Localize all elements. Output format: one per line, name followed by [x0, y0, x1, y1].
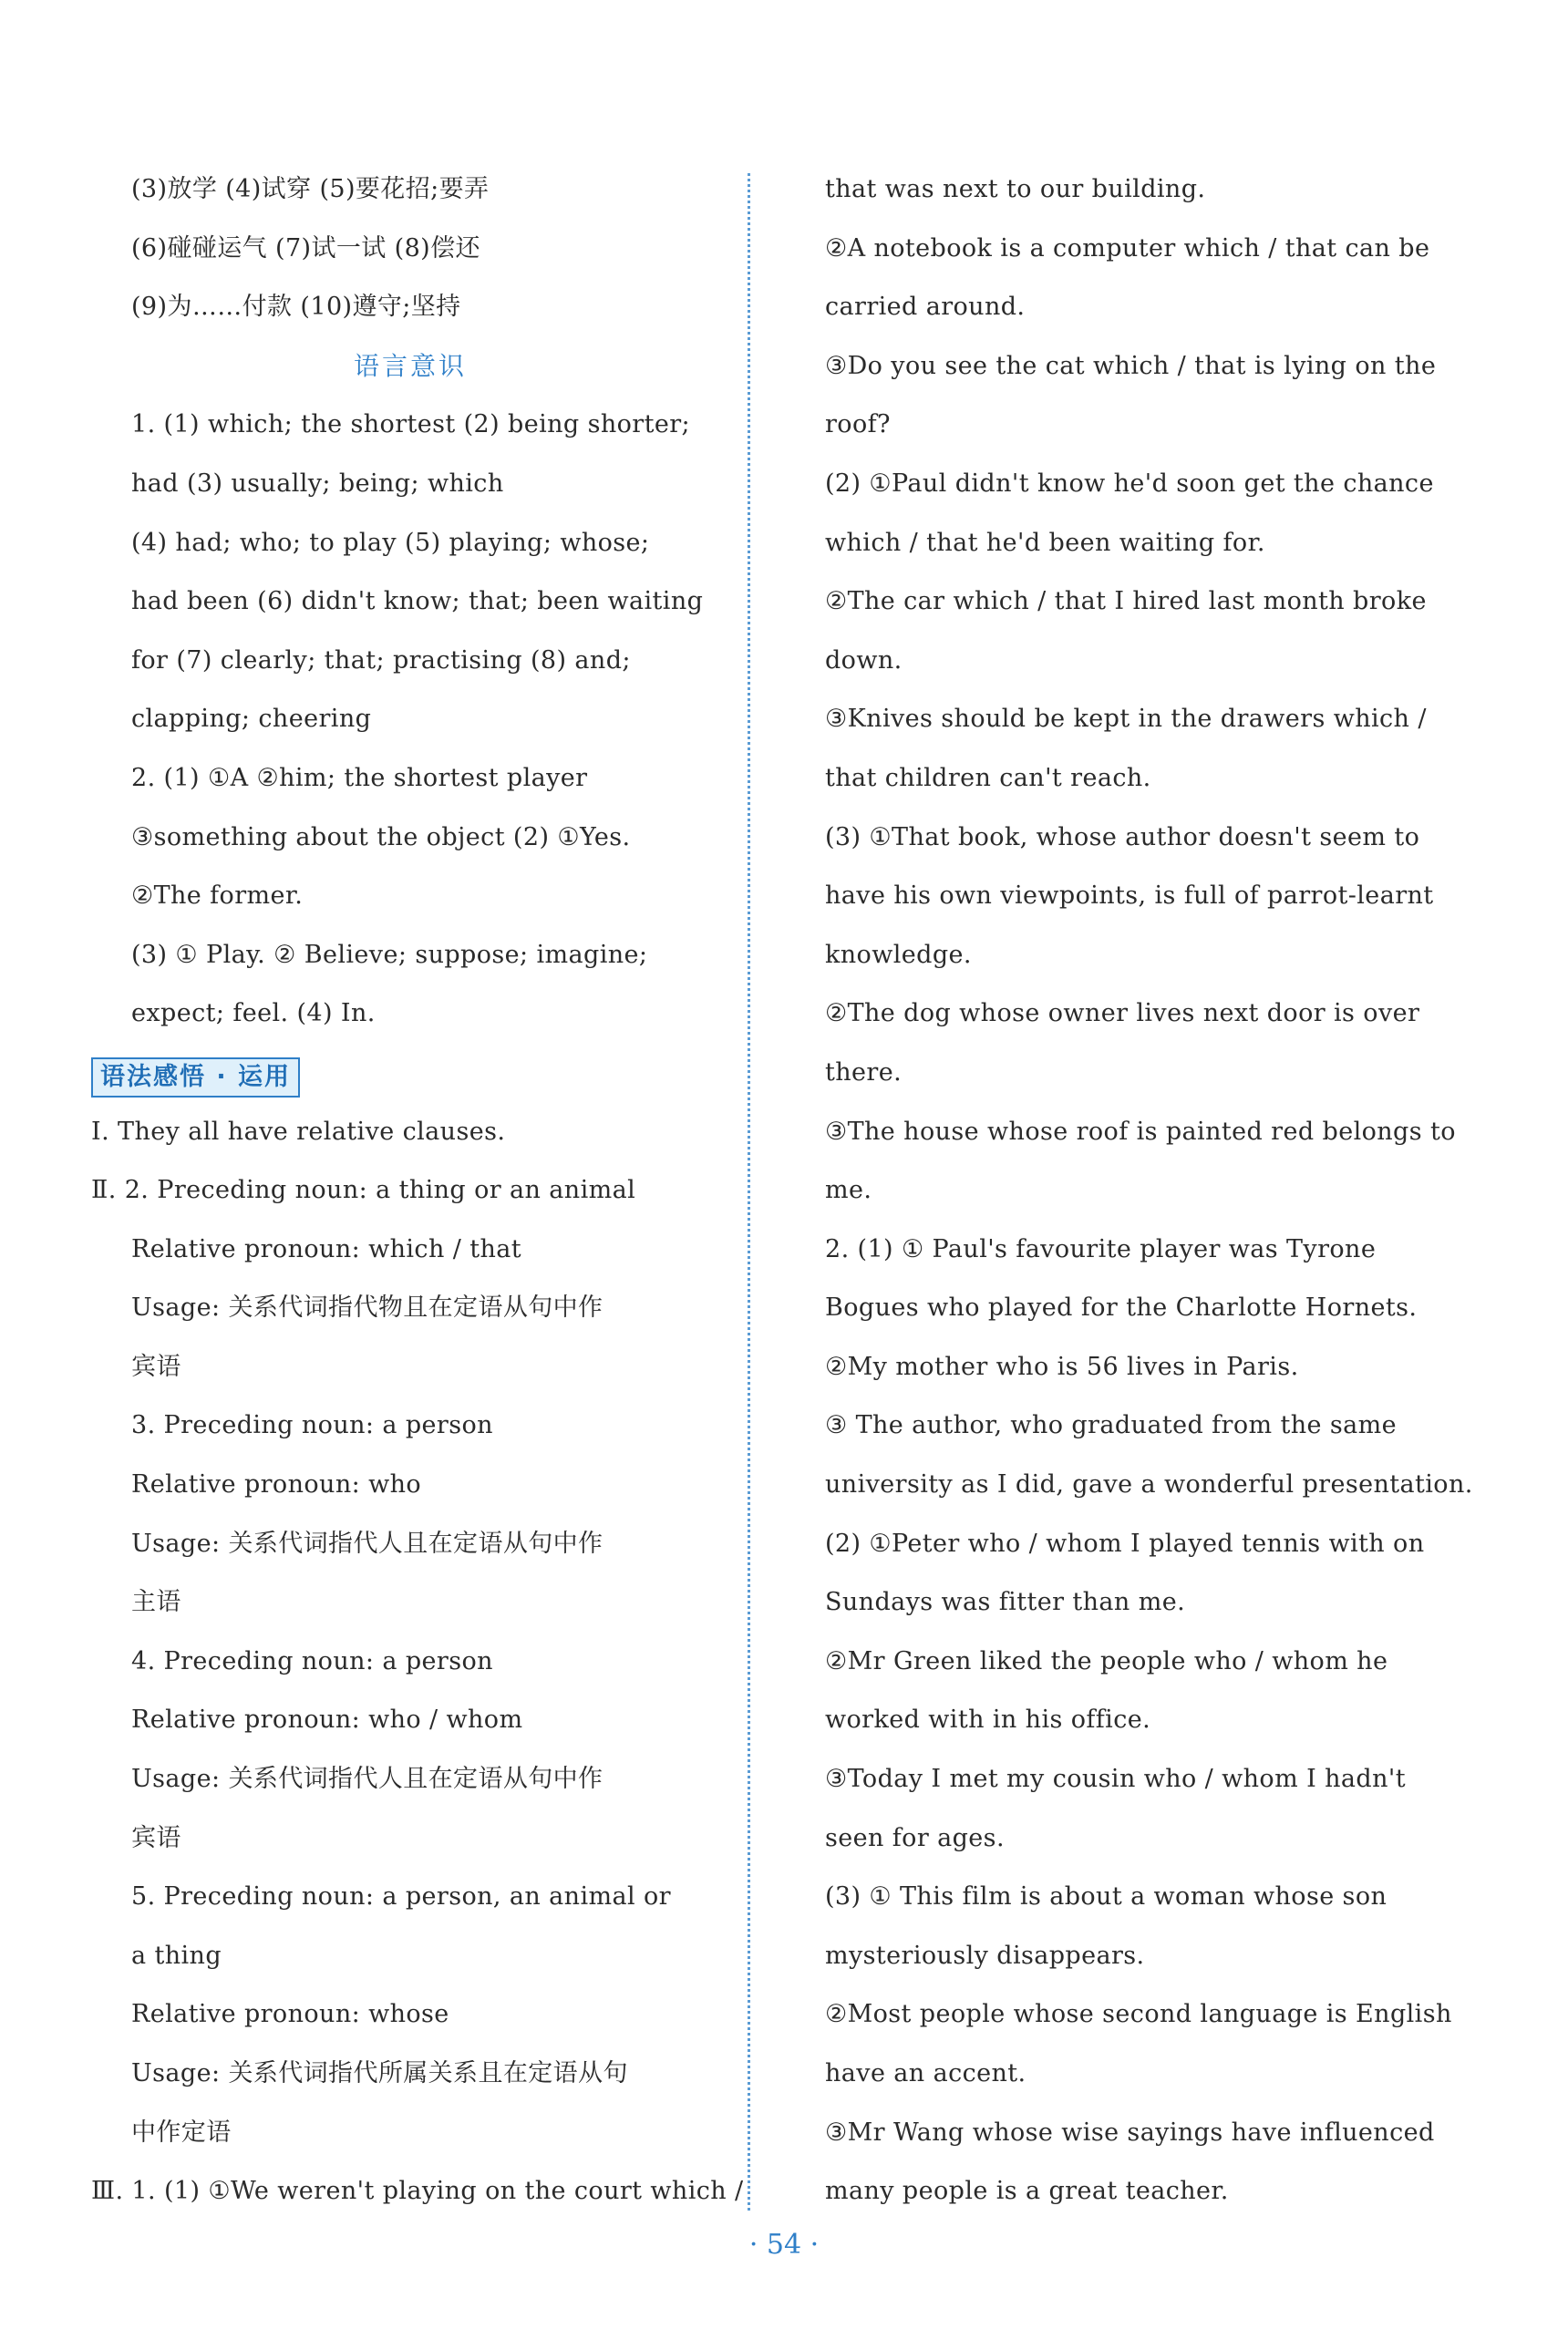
text-line: worked with in his office.: [825, 1706, 1151, 1735]
text-line: ③Do you see the cat which / that is lying on the: [825, 351, 1437, 380]
text-line: 5. Preceding noun: a person, an animal or: [131, 1882, 671, 1912]
text-line: (2) ①Paul didn't know he'd soon get the chance: [825, 469, 1434, 498]
text-line: (2) ①Peter who / whom I played tennis with on: [825, 1529, 1425, 1558]
text-line: that was next to our building.: [825, 175, 1206, 203]
text-line: Usage: 关系代词指代物且在定语从句中作: [131, 1294, 603, 1323]
text-line: ②Most people whose second language is English: [825, 2000, 1452, 2029]
text-line: have his own viewpoints, is full of parrot-learnt: [825, 881, 1434, 911]
text-line: 宾语: [131, 1352, 181, 1381]
left-column: [91, 160, 744, 2221]
text-line: have an accent.: [825, 2059, 1026, 2087]
text-line: clapping; cheering: [131, 705, 372, 734]
text-line: which / that he'd been waiting for.: [825, 528, 1265, 557]
text-line: university as I did, gave a wonderful presentation.: [825, 1470, 1473, 1500]
text-line: expect; feel. (4) In.: [131, 999, 376, 1028]
text-line: 1. (1) which; the shortest (2) being shorter;: [131, 410, 691, 439]
text-line: down.: [825, 645, 903, 675]
text-line: Usage: 关系代词指代人且在定语从句中作: [131, 1765, 603, 1794]
text-line: Ⅱ. 2. Preceding noun: a thing or an animal: [91, 1176, 636, 1205]
text-line: 中作定语: [131, 2118, 232, 2147]
text-line: ③Mr Wang whose wise sayings have influenced: [825, 2118, 1435, 2147]
text-line: ②Mr Green liked the people who / whom he: [825, 1646, 1388, 1675]
text-line: me.: [825, 1176, 872, 1205]
text-line: carried around.: [825, 293, 1026, 322]
column-divider: [748, 173, 750, 2211]
text-line: Relative pronoun: who / whom: [131, 1706, 523, 1735]
right-column: [825, 160, 1473, 2221]
text-line: Sundays was fitter than me.: [825, 1588, 1186, 1617]
text-line: ②The car which / that I hired last month broke: [825, 587, 1427, 616]
text-line: ③something about the object (2) ①Yes.: [131, 822, 631, 851]
text-line: (3) ①That book, whose author doesn't seem to: [825, 822, 1420, 851]
text-line: there.: [825, 1057, 903, 1087]
text-line: 2. (1) ①A ②him; the shortest player: [131, 763, 588, 792]
text-line: (9)为……付款 (10)遵守;坚持: [131, 293, 461, 322]
text-line: seen for ages.: [825, 1823, 1005, 1852]
text-line: ③Today I met my cousin who / whom I hadn't: [825, 1765, 1406, 1794]
text-line: that children can't reach.: [825, 763, 1151, 792]
text-line: 主语: [131, 1588, 181, 1617]
text-line: ②My mother who is 56 lives in Paris.: [825, 1352, 1299, 1381]
text-line: (6)碰碰运气 (7)试一试 (8)偿还: [131, 233, 480, 263]
text-line: 2. (1) ① Paul's favourite player was Tyrone: [825, 1234, 1377, 1263]
text-line: Relative pronoun: whose: [131, 2000, 449, 2029]
text-line: ③Knives should be kept in the drawers which /: [825, 705, 1427, 734]
page-number: · 54 ·: [748, 2229, 820, 2261]
text-line: a thing: [131, 1941, 222, 1970]
text-line: roof?: [825, 410, 891, 439]
text-line: knowledge.: [825, 940, 972, 969]
text-line: had been (6) didn't know; that; been waiting: [131, 587, 704, 616]
text-line: (3) ① This film is about a woman whose son: [825, 1882, 1387, 1912]
text-line: Usage: 关系代词指代人且在定语从句中作: [131, 1529, 603, 1558]
text-line: Ⅰ. They all have relative clauses.: [91, 1117, 506, 1146]
text-line: ③The house whose roof is painted red belongs to: [825, 1117, 1456, 1146]
text-line: 3. Preceding noun: a person: [131, 1411, 493, 1440]
section-tag: 语法感悟 · 运用: [91, 1057, 300, 1098]
section-heading: 语言意识: [353, 350, 467, 381]
text-line: 4. Preceding noun: a person: [131, 1646, 493, 1675]
text-line: ②The former.: [131, 881, 304, 911]
text-line: (3)放学 (4)试穿 (5)要花招;要弄: [131, 175, 490, 203]
text-line: ②The dog whose owner lives next door is over: [825, 999, 1420, 1028]
text-line: had (3) usually; being; which: [131, 469, 504, 498]
text-line: (3) ① Play. ② Believe; suppose; imagine;: [131, 940, 648, 969]
text-line: many people is a great teacher.: [825, 2177, 1229, 2206]
text-line: mysteriously disappears.: [825, 1941, 1145, 1970]
text-line: for (7) clearly; that; practising (8) and;: [131, 645, 631, 675]
text-line: 宾语: [131, 1823, 181, 1852]
text-line: Relative pronoun: who: [131, 1470, 422, 1500]
section-tag-row: [91, 1044, 729, 1103]
text-line: Usage: 关系代词指代所属关系且在定语从句: [131, 2059, 628, 2087]
text-line: ②A notebook is a computer which / that can be: [825, 233, 1430, 263]
text-line: ③ The author, who graduated from the same: [825, 1411, 1397, 1440]
text-line: Ⅲ. 1. (1) ①We weren't playing on the court which /: [91, 2177, 744, 2206]
text-line: Bogues who played for the Charlotte Hornets.: [825, 1294, 1418, 1323]
text-line: Relative pronoun: which / that: [131, 1234, 521, 1263]
text-line: (4) had; who; to play (5) playing; whose;: [131, 528, 650, 557]
